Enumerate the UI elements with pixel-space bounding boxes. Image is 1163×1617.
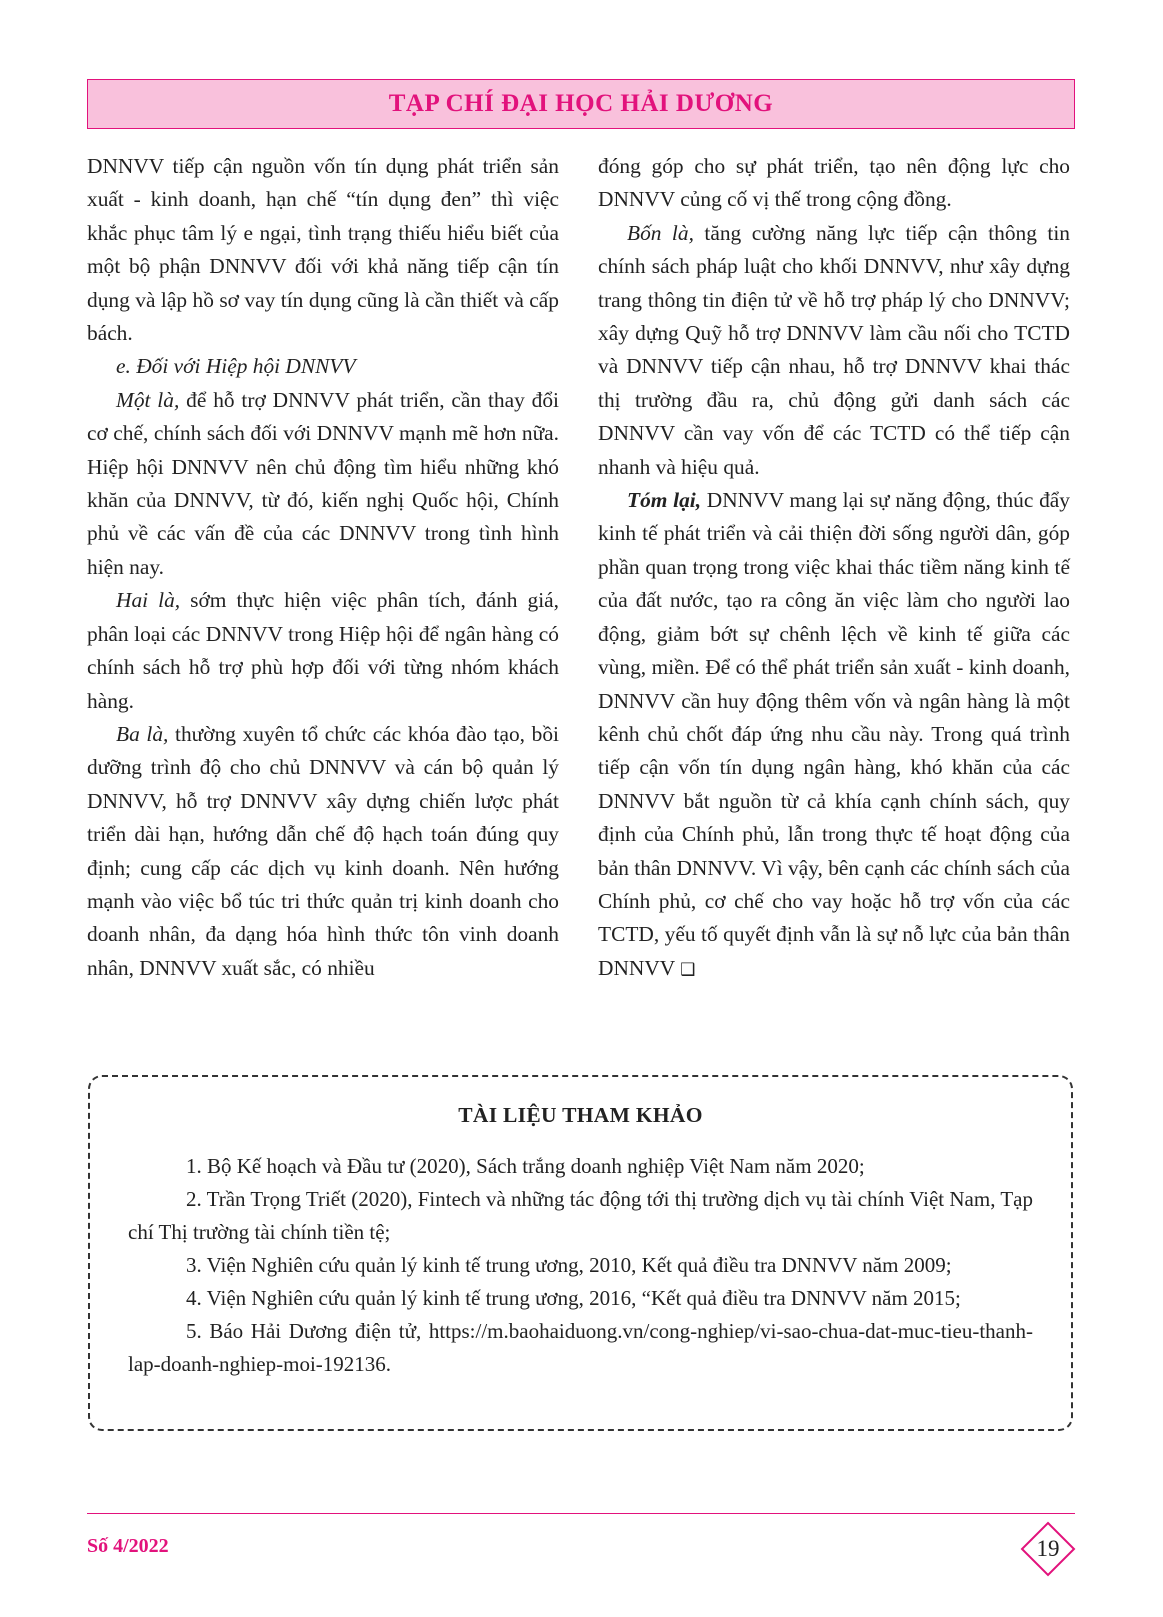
paragraph [598,217,1070,484]
end-of-article-icon: ❑ [680,959,696,980]
paragraph-text: thường xuyên tổ chức các khóa đào tạo, bồi dưỡng trình độ cho chủ DNNVV và cán bộ quản lý DNNVV, hỗ trợ DNNVV xây dựng chiến lược phát triển dài hạn, hướng dẫn chế độ hạch toán đúng quy định; cung cấp các dịch vụ kinh doanh. Nên hướng mạnh vào việc bổ túc tri thức quản trị kinh doanh cho doanh nhân, đa dạng hóa hình thức tôn vinh doanh nhân, DNNVV xuất sắc, có nhiều [87,721,559,980]
reference-item: 4. Viện Nghiên cứu quản lý kinh tế trung ương, 2016, “Kết quả điều tra DNNVV năm 2015; [186,1286,961,1310]
left-column [87,150,559,985]
paragraph: đóng góp cho sự phát triển, tạo nên động lực cho DNNVV củng cố vị thế trong cộng đồng. [598,154,1070,212]
paragraph-text: để hỗ trợ DNNVV phát triển, cần thay đổi cơ chế, chính sách đối với DNNVV mạnh mẽ hơn nữa. Hiệp hội DNNVV nên chủ động tìm hiểu những khó khăn của DNNVV, từ đó, kiến nghị Quốc hội, Chính phủ về các vấn đề của các DNNVV trong tình hình hiện nay. [87,387,559,579]
paragraph-lead: Bốn là, [627,220,694,245]
paragraph-lead: Ba là, [116,721,169,746]
reference-item: 3. Viện Nghiên cứu quản lý kinh tế trung ương, 2010, Kết quả điều tra DNNVV năm 2009; [186,1253,952,1277]
right-column [598,150,1070,987]
page-number-badge [1020,1521,1076,1577]
paragraph-text: tăng cường năng lực tiếp cận thông tin chính sách pháp luật cho khối DNNVV, như xây dựng trang thông tin điện tử về hỗ trợ pháp lý cho DNNVV; xây dựng Quỹ hỗ trợ DNNVV làm cầu nối cho TCTD và DNNVV tiếp cận nhau, hỗ trợ DNNVV khai thác thị trường đầu ra, chủ động gửi danh sách các DNNVV cần vay vốn để các TCTD có thể tiếp cận nhanh và hiệu quả. [598,220,1070,479]
footer-divider [87,1513,1075,1514]
reference-item: 1. Bộ Kế hoạch và Đầu tư (2020), Sách trắng doanh nghiệp Việt Nam năm 2020; [186,1154,865,1178]
paragraph-lead: Một là, [116,387,180,412]
paragraph-lead: Hai là, [116,588,181,613]
issue-number: Số 4/2022 [87,1535,169,1557]
section-heading: e. Đối với Hiệp hội DNNVV [116,354,356,379]
references-title: TÀI LIỆU THAM KHẢO [458,1103,703,1127]
page-number: 19 [1036,1536,1060,1561]
references-box [88,1075,1073,1431]
paragraph [87,384,559,584]
reference-item: 2. Trần Trọng Triết (2020), Fintech và những tác động tới thị trường dịch vụ tài chính Việt Nam, Tạp chí Thị trường tài chính tiền tệ; [128,1187,1033,1244]
paragraph [87,718,559,985]
paragraph [598,484,1070,987]
reference-item: 5. Báo Hải Dương điện tử, https://m.baohaiduong.vn/cong-nghiep/vi-sao-chua-dat-muc-tieu-thanh-lap-doanh-nghiep-moi-192136. [128,1319,1033,1376]
paragraph [87,584,559,718]
paragraph-lead: Tóm lại, [627,488,702,513]
journal-title: TẠP CHÍ ĐẠI HỌC HẢI DƯƠNG [388,90,774,117]
paragraph: DNNVV tiếp cận nguồn vốn tín dụng phát triển sản xuất - kinh doanh, hạn chế “tín dụng đen” thì việc khắc phục tâm lý e ngại, tình trạng thiếu hiểu biết của một bộ phận DNNVV đối với khả năng tiếp cận tín dụng và lập hồ sơ vay tín dụng cũng là cần thiết và cấp bách. [87,154,559,346]
paragraph-text: sớm thực hiện việc phân tích, đánh giá, phân loại các DNNVV trong Hiệp hội để ngân hàng có chính sách hỗ trợ phù hợp đối với từng nhóm khách hàng. [87,588,559,713]
journal-header [87,79,1075,129]
paragraph-text: DNNVV mang lại sự năng động, thúc đẩy kinh tế phát triển và cải thiện đời sống người dân, góp phần quan trọng trong việc khai thác tiềm năng kinh tế của đất nước, tạo ra công ăn việc làm cho người lao động, giảm bớt sự chênh lệch về kinh tế giữa các vùng, miền. Để có thể phát triển sản xuất - kinh doanh, DNNVV cần huy động thêm vốn và ngân hàng là một kênh chủ chốt đáp ứng nhu cầu này. Trong quá trình tiếp cận vốn tín dụng ngân hàng, khó khăn của các DNNVV bắt nguồn từ cả khía cạnh chính sách, quy định của Chính phủ, lẫn trong thực tế hoạt động của bản thân DNNVV. Vì vậy, bên cạnh các chính sách của Chính phủ, cơ chế cho vay hoặc hỗ trợ vốn của các TCTD, yếu tố quyết định vẫn là sự nỗ lực của bản thân DNNVV [598,488,1070,980]
